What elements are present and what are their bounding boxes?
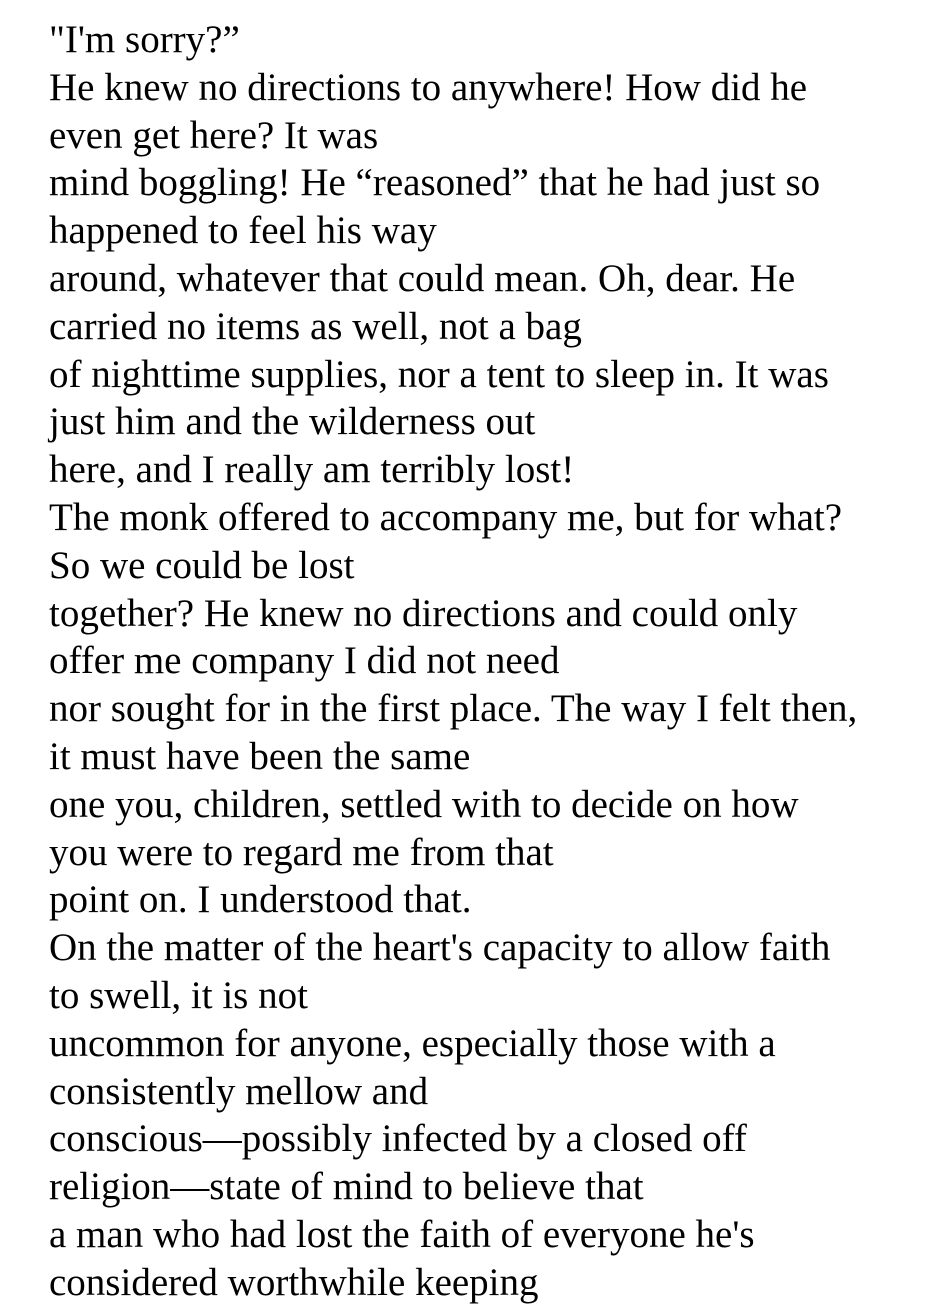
text-line-18: you were to regard me from that: [49, 830, 554, 874]
text-line-20: On the matter of the heart's capacity to allow faith: [49, 926, 831, 970]
text-line-12: So we could be lost: [49, 543, 355, 587]
text-line-19: point on. I understood that.: [49, 878, 472, 922]
text-line-27: considered worthwhile keeping: [49, 1260, 539, 1304]
text-line-8: of nighttime supplies, nor a tent to sleep in. It was: [49, 352, 829, 396]
text-line-23: consistently mellow and: [49, 1069, 429, 1113]
text-line-14: offer me company I did not need: [49, 639, 560, 683]
text-line-3: even get here? It was: [49, 113, 379, 157]
text-line-11: The monk offered to accompany me, but for what?: [49, 495, 843, 539]
text-line-9: just him and the wilderness out: [49, 400, 536, 444]
text-line-22: uncommon for anyone, especially those with a: [49, 1021, 776, 1065]
text-line-24: conscious—possibly infected by a closed off: [49, 1117, 747, 1161]
text-line-5: happened to feel his way: [49, 209, 437, 253]
body-text: [49, 16, 929, 1307]
text-line-25: religion—state of mind to believe that: [49, 1165, 644, 1209]
text-line-4: mind boggling! He “reasoned” that he had just so: [49, 161, 821, 205]
text-line-7: carried no items as well, not a bag: [49, 304, 582, 348]
text-line-15: nor sought for in the first place. The way I felt then,: [49, 687, 858, 731]
text-line-2: He knew no directions to anywhere! How did he: [49, 65, 808, 109]
text-line-16: it must have been the same: [49, 734, 471, 778]
text-line-17: one you, children, settled with to decide on how: [49, 782, 799, 826]
text-line-21: to swell, it is not: [49, 973, 308, 1017]
text-line-13: together? He knew no directions and could only: [49, 591, 798, 635]
text-line-10: here, and I really am terribly lost!: [49, 448, 575, 492]
text-line-26: a man who had lost the faith of everyone he's: [49, 1212, 755, 1256]
text-line-6: around, whatever that could mean. Oh, dear. He: [49, 256, 796, 300]
text-line-1: "I'm sorry?”: [49, 18, 240, 61]
